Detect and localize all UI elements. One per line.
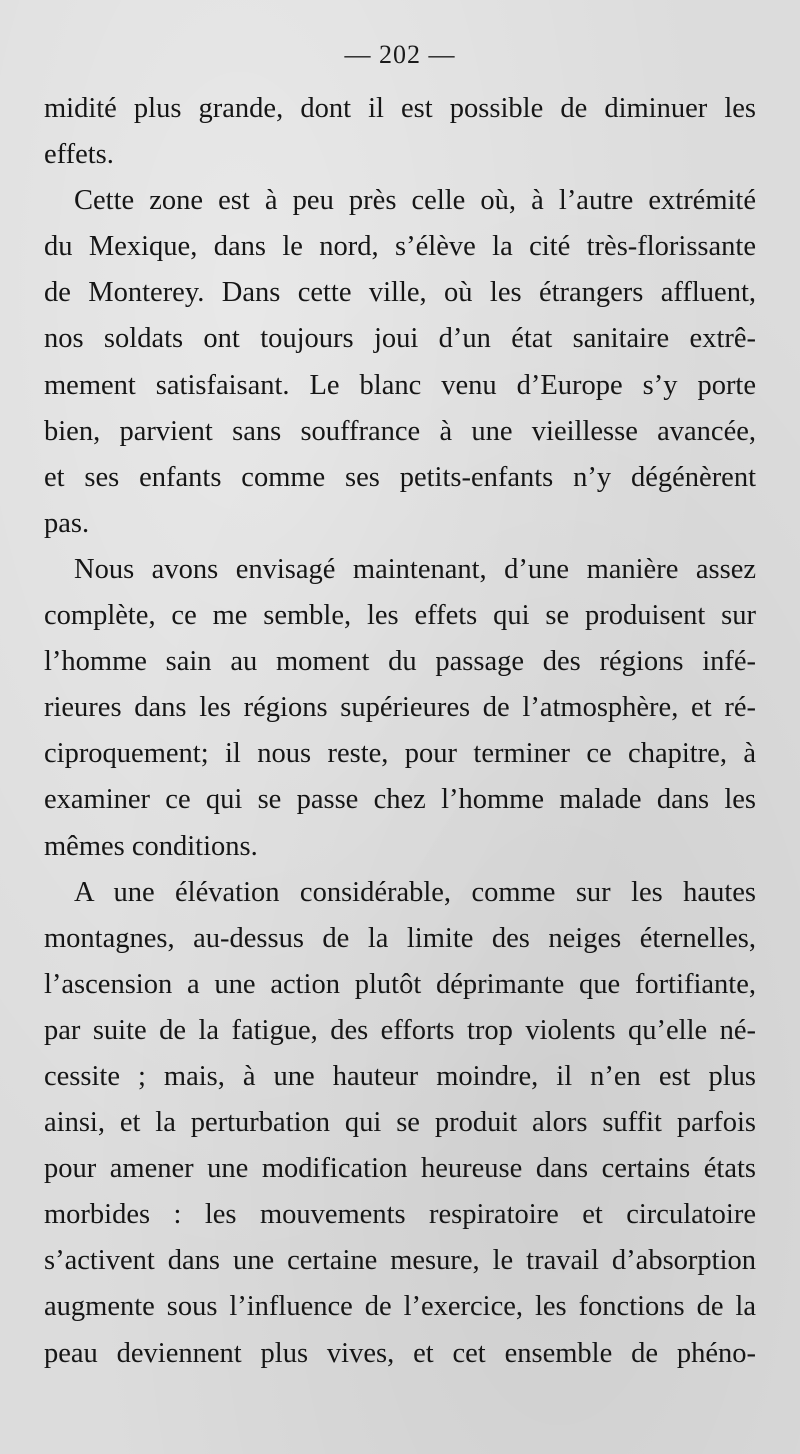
text-line: ciproquement; il nous reste, pour terminer ce chapitre, à: [44, 738, 756, 770]
page-number: — 202 —: [344, 40, 456, 69]
text-line: Nous avons envisagé maintenant, d’une manière assez: [74, 553, 756, 585]
text-line: A une élévation considérable, comme sur les hautes: [74, 876, 756, 908]
text-line: augmente sous l’influence de l’exercice, les fonctions de la: [44, 1291, 756, 1323]
text-line: montagnes, au-dessus de la limite des neiges éternelles,: [44, 922, 756, 954]
text-line: effets.: [44, 139, 114, 171]
text-line: bien, parvient sans souffrance à une vieillesse avancée,: [44, 415, 756, 447]
text-line: rieures dans les régions supérieures de l’atmosphère, et ré-: [44, 692, 756, 724]
text-line: nos soldats ont toujours joui d’un état sanitaire extrê-: [44, 323, 756, 355]
text-line: complète, ce me semble, les effets qui se produisent sur: [44, 600, 756, 632]
text-line: de Monterey. Dans cette ville, où les étrangers affluent,: [44, 277, 756, 309]
text-line: s’activent dans une certaine mesure, le travail d’absorption: [44, 1245, 756, 1277]
text-line: midité plus grande, dont il est possible de diminuer les: [44, 93, 756, 124]
text-line: mêmes conditions.: [44, 830, 258, 862]
text-line: ainsi, et la perturbation qui se produit alors suffit parfois: [44, 1107, 756, 1139]
text-line: Cette zone est à peu près celle où, à l’autre extrémité: [74, 185, 756, 217]
text-line: du Mexique, dans le nord, s’élève la cité très-florissante: [44, 231, 756, 263]
text-line: pour amener une modification heureuse dans certains états: [44, 1153, 756, 1185]
text-line: pas.: [44, 507, 90, 539]
text-line: morbides : les mouvements respiratoire et circulatoire: [44, 1199, 756, 1231]
text-line: l’ascension a une action plutôt déprimante que fortifiante,: [44, 968, 756, 1000]
text-line: mement satisfaisant. Le blanc venu d’Europe s’y porte: [44, 369, 756, 401]
text-line: examiner ce qui se passe chez l’homme malade dans les: [44, 784, 756, 816]
body-text: [44, 86, 756, 1377]
text-line: et ses enfants comme ses petits-enfants n’y dégénèrent: [44, 461, 756, 493]
text-line: cessite ; mais, à une hauteur moindre, il n’en est plus: [44, 1060, 756, 1092]
text-line: peau deviennent plus vives, et cet ensemble de phéno-: [44, 1337, 756, 1369]
text-line: l’homme sain au moment du passage des régions infé-: [44, 646, 756, 678]
text-line: par suite de la fatigue, des efforts trop violents qu’elle né-: [44, 1014, 756, 1046]
